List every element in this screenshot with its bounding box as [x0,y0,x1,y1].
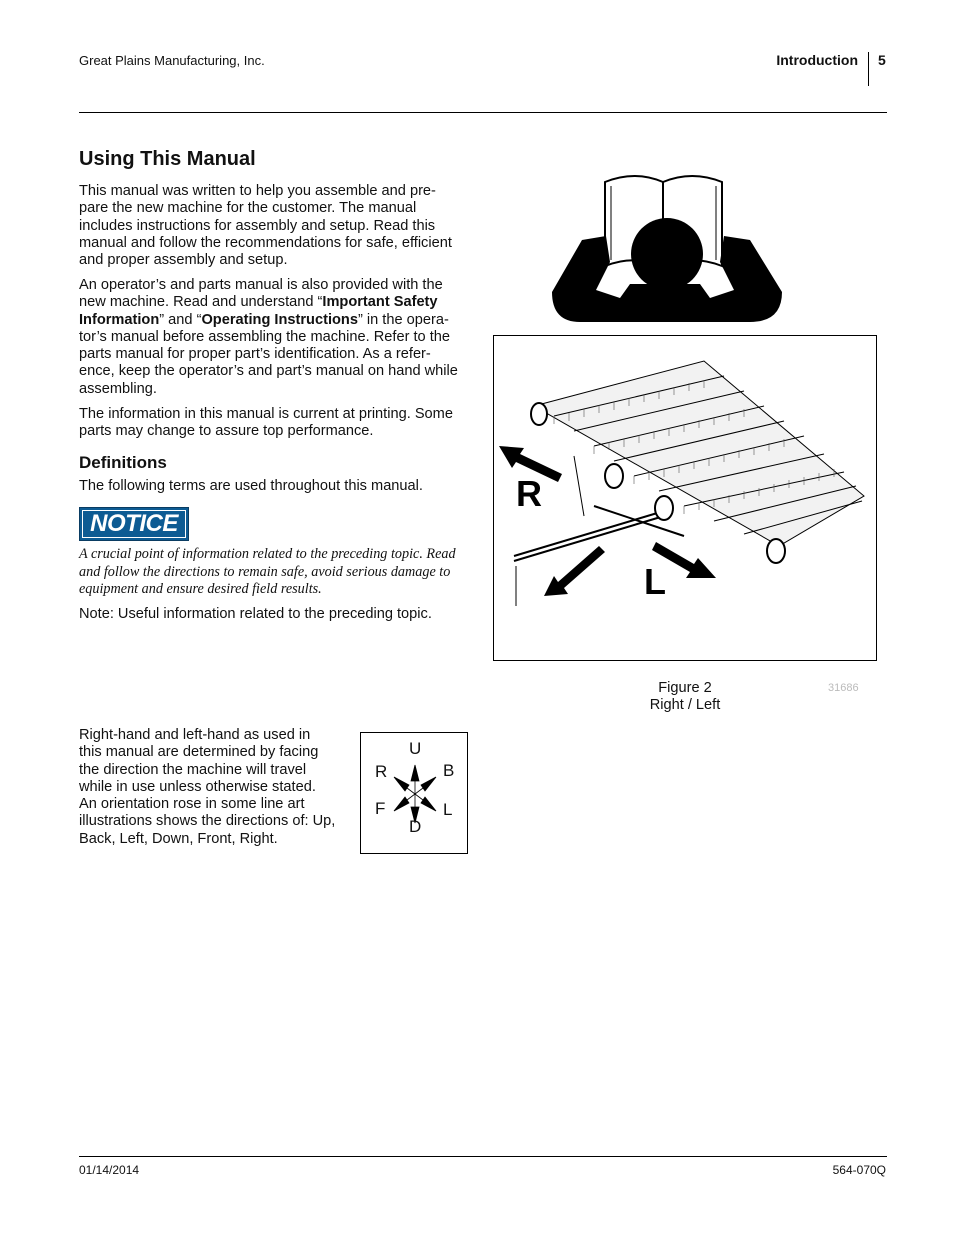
page-title: Using This Manual [79,148,256,170]
left-down-arrow [544,546,605,596]
notice-badge [79,507,189,541]
info-line: The information in this manual is current at printing. Some [79,406,453,422]
handedness-line: the direction the machine will travel [79,761,307,778]
handedness-paragraph [79,727,359,848]
operator-paragraph [79,277,479,398]
header-section: Introduction [776,52,858,68]
rose-up: U [409,739,422,758]
figure-number: Figure 2 [658,680,712,696]
compass-rose-icon [391,763,439,825]
footer-doc-number: 564-070Q [832,1163,886,1177]
header-rule [79,112,887,113]
intro-line: includes instructions for assembly and setup. Read this [79,217,436,234]
operator-text: ” and “ [159,311,202,328]
rose-front: F [375,799,386,818]
operator-line: tor’s manual before assembling the machine. Refer to the [79,328,450,345]
left-label: L [644,561,666,602]
intro-line: and proper assembly and setup. [79,252,288,269]
intro-line: pare the new machine for the customer. The manual [79,200,417,217]
notice-line: A crucial point of information related to the preceding topic. Read [79,546,456,562]
note-definition: Note: Useful information related to the preceding topic. [79,606,432,622]
figure-caption [600,680,770,715]
info-paragraph [79,406,479,441]
image-number: 31686 [828,682,859,694]
handedness-line: while in use unless otherwise stated. [79,778,316,795]
handedness-line: Back, Left, Down, Front, Right. [79,830,278,847]
header-divider [868,52,869,86]
orientation-rose [360,732,468,854]
operator-line: parts manual for proper part’s identification. As a refer- [79,346,431,363]
reader-icon [550,172,784,324]
definitions-intro: The following terms are used throughout this manual. [79,478,423,494]
rose-right: R [375,762,388,781]
notice-label: NOTICE [90,510,178,537]
definitions-heading: Definitions [79,453,167,472]
page-number: 5 [878,52,886,68]
right-label: R [516,473,542,514]
rose-down: D [409,817,422,836]
handedness-line: An orientation rose in some line art [79,796,305,813]
figure-box [493,335,877,661]
important-safety-bold: Important Safety [322,294,438,311]
handedness-line: illustrations shows the directions of: Up, [79,813,336,830]
operator-line: assembling. [79,380,157,397]
operator-line [79,294,479,311]
operator-line: An operator’s and parts manual is also provided with the [79,277,443,293]
intro-line: manual and follow the recommendations for safe, efficient [79,234,452,251]
notice-description [79,546,481,599]
operating-instructions-bold: Operating Instructions [201,311,358,328]
intro-paragraph [79,183,479,269]
operator-text: ” in the opera- [357,311,449,328]
notice-line: and follow the directions to remain safe, avoid serious damage to [79,563,451,580]
intro-line: This manual was written to help you assemble and pre- [79,183,436,199]
rose-back: B [443,761,455,780]
info-line: parts may change to assure top performance. [79,423,374,440]
notice-line: equipment and ensure desired field results. [79,581,322,598]
operator-text: new machine. Read and understand “ [79,294,323,311]
information-bold: Information [79,311,160,328]
handedness-line: Right-hand and left-hand as used in [79,727,311,743]
footer-rule [79,1156,887,1157]
footer-date: 01/14/2014 [79,1163,140,1177]
operator-line [79,312,479,329]
operator-line: ence, keep the operator’s and part’s manual on hand while [79,363,458,380]
figure-title: Right / Left [649,697,721,714]
machine-illustration [494,336,876,660]
header-company: Great Plains Manufacturing, Inc. [79,53,265,68]
handedness-line: this manual are determined by facing [79,744,319,761]
rose-left: L [443,800,453,819]
